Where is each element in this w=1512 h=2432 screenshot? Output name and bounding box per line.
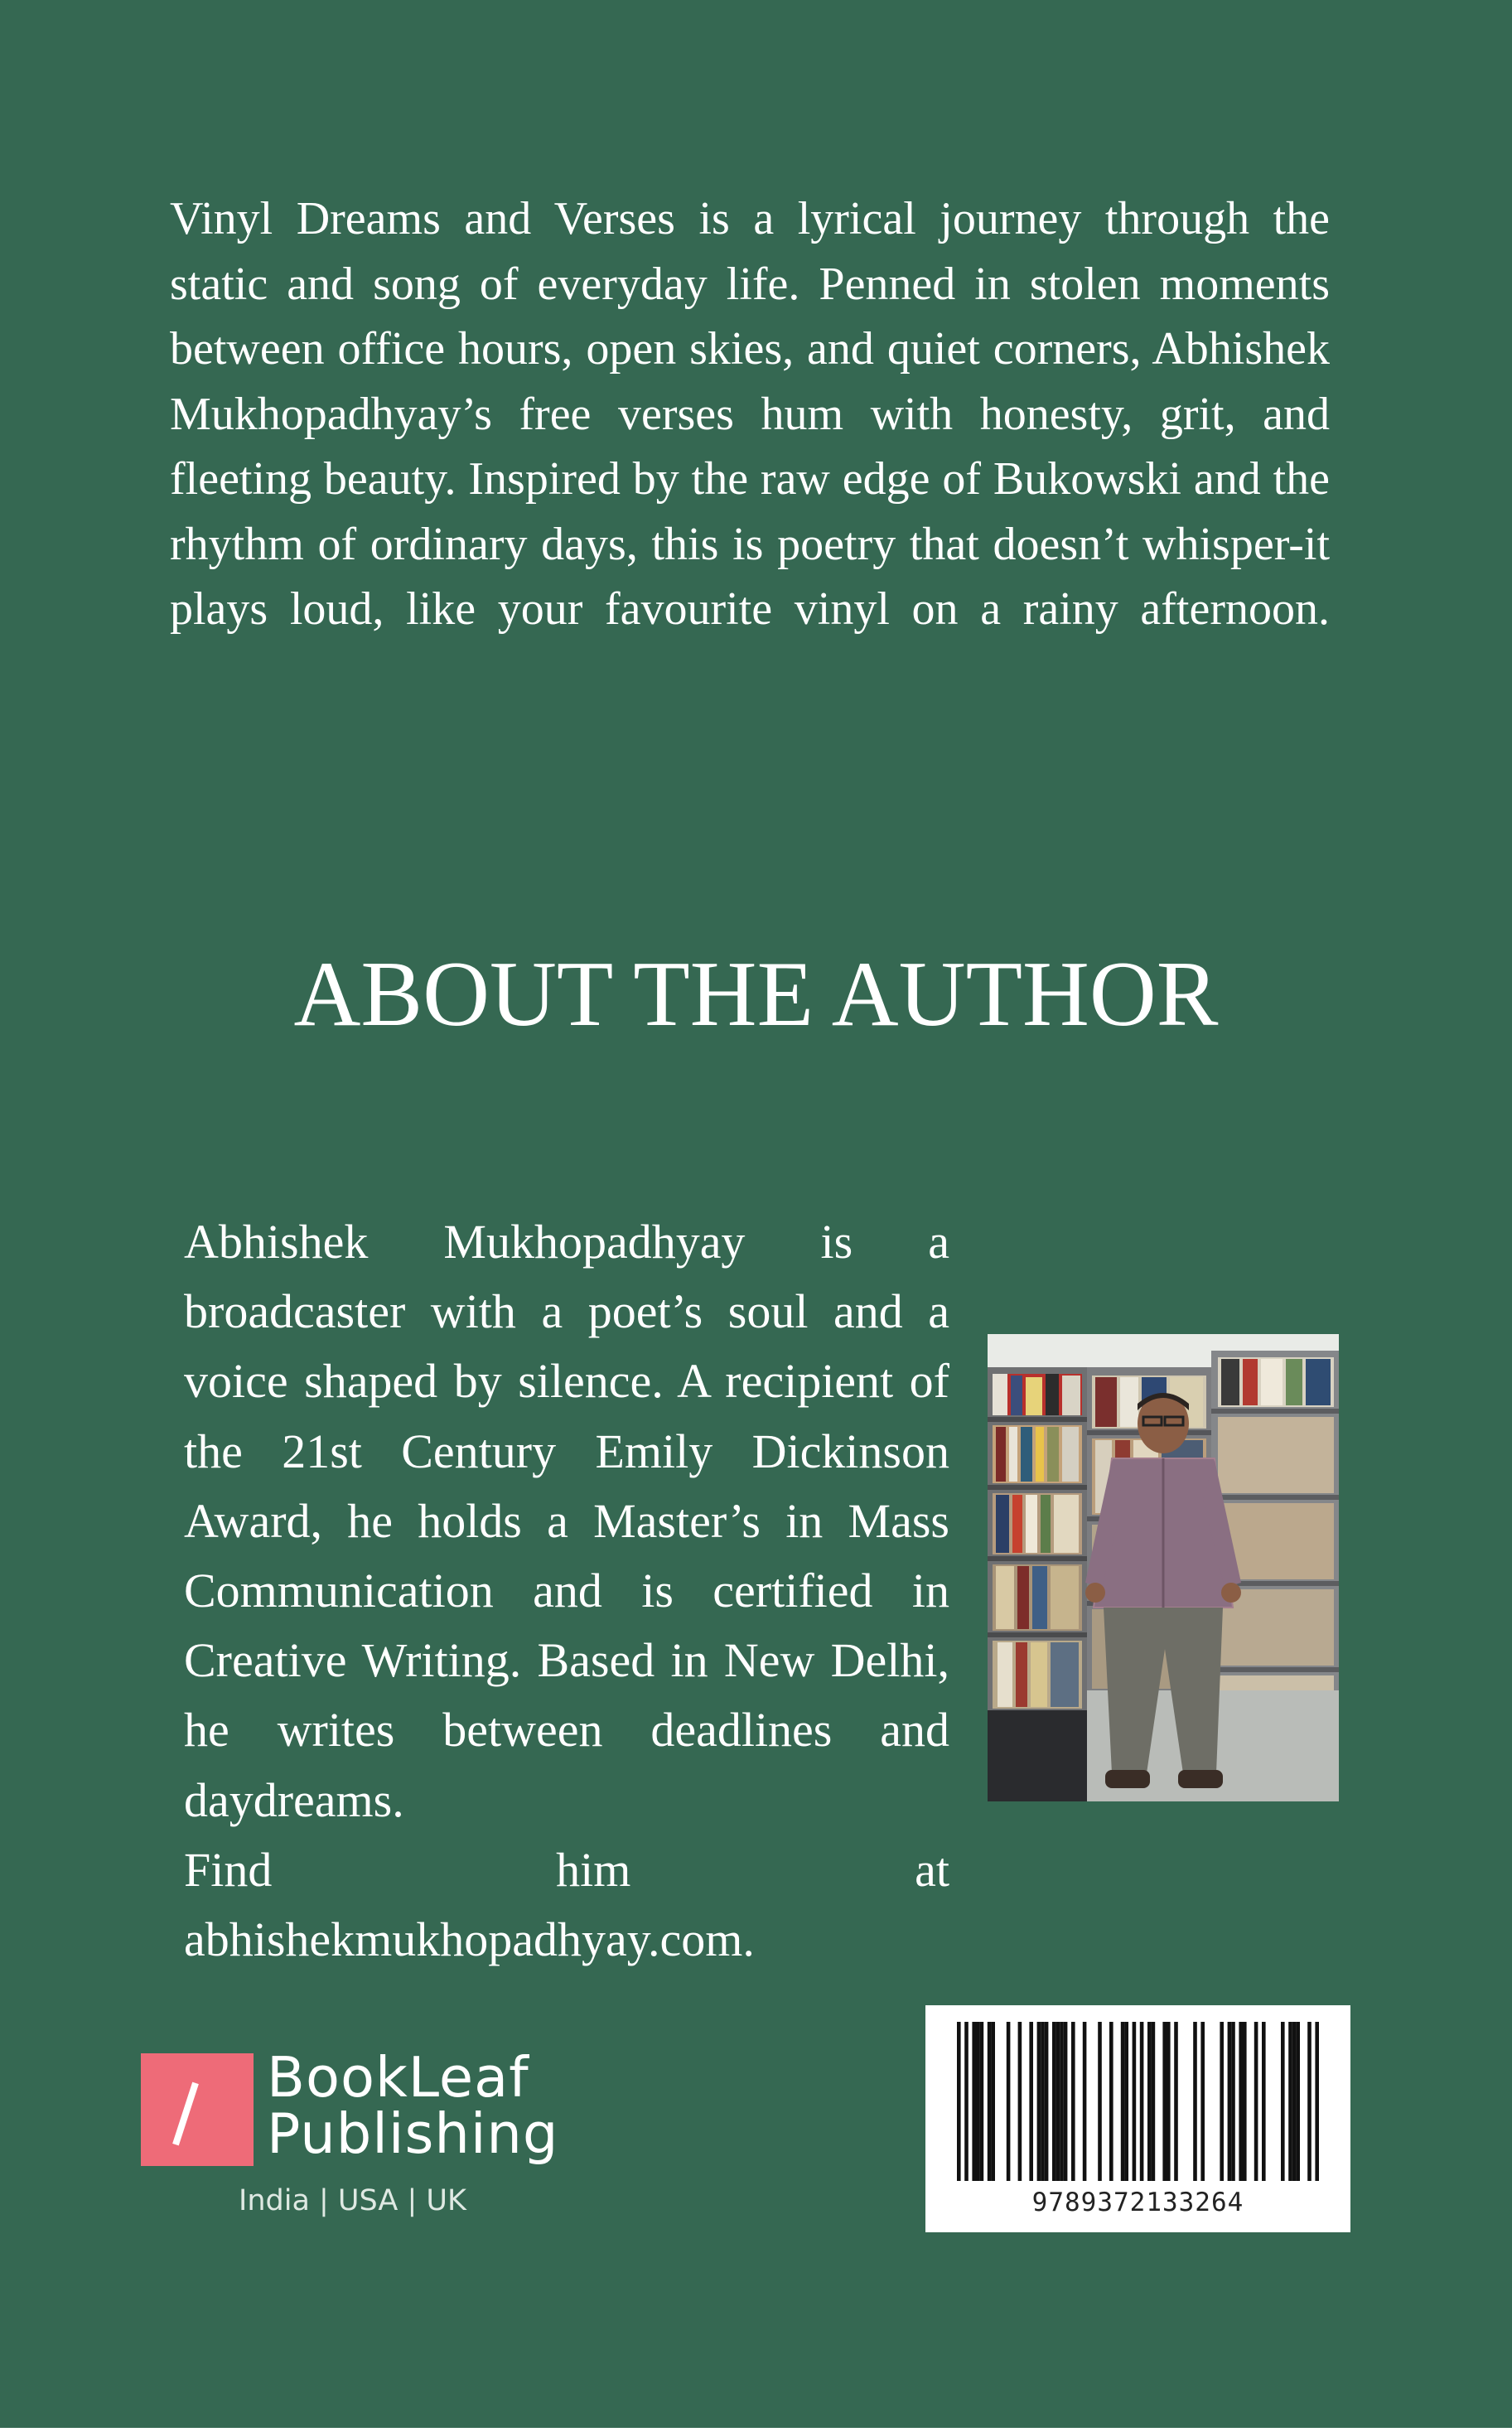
barcode-bar xyxy=(1064,2022,1068,2181)
barcode-bar xyxy=(1083,2022,1087,2181)
barcode-bar xyxy=(1152,2022,1156,2181)
barcode-bar xyxy=(1220,2022,1224,2181)
publisher-logo xyxy=(141,2045,572,2236)
isbn-number: 9789372133264 xyxy=(1031,2188,1244,2217)
barcode-bar xyxy=(1315,2022,1319,2181)
barcode-bar xyxy=(1239,2022,1243,2181)
barcode-bar xyxy=(1056,2022,1060,2181)
author-website: abhishekmukhopadhyay.com. xyxy=(184,1912,755,1967)
barcode-bar xyxy=(1231,2022,1235,2181)
barcode-bar xyxy=(1133,2022,1137,2181)
barcode-bar xyxy=(1262,2022,1266,2181)
barcode-bar xyxy=(1243,2022,1247,2181)
author-bio-find: Find him at xyxy=(184,1842,949,1897)
barcode-bar xyxy=(1288,2022,1292,2181)
barcode-bar xyxy=(1060,2022,1064,2181)
barcode-bar xyxy=(1041,2022,1045,2181)
barcode-bar xyxy=(976,2022,980,2181)
barcode-bar xyxy=(1228,2022,1232,2181)
barcode-bar xyxy=(1162,2022,1167,2181)
author-bio xyxy=(184,1207,949,1975)
barcode-bar xyxy=(1147,2022,1152,2181)
barcode-bar xyxy=(1296,2022,1300,2181)
barcode-bar xyxy=(1124,2022,1128,2181)
barcode-bar xyxy=(1292,2022,1297,2181)
barcode-bar xyxy=(1029,2022,1033,2181)
publisher-locations: India | USA | UK xyxy=(239,2184,466,2217)
publisher-logo-mark xyxy=(141,2053,254,2166)
barcode-bar xyxy=(1121,2022,1125,2181)
author-bio-main: Abhishek Mukhopadhyay is a broadcaster with a poet’s soul and a voice shaped by silence. A recipient of the 21st Century Emily Dickinson Award, he holds a Master’s in Mass Communication and is certified in Creative Writing. Based in New Delhi, he writes between deadlines and daydreams. xyxy=(184,1215,949,1827)
barcode-bar xyxy=(1109,2022,1113,2181)
author-photo-illustration xyxy=(988,1334,1339,1801)
barcode-bar xyxy=(988,2022,992,2181)
barcode-bar xyxy=(1193,2022,1197,2181)
barcode-bar xyxy=(1307,2022,1312,2181)
barcode-bar xyxy=(1254,2022,1258,2181)
book-blurb: Vinyl Dreams and Verses is a lyrical journey through the static and song of everyday life. Penned in stolen moments between office hours, open skies, and quiet corners, Abhishek Mukhopadhyay’s free verses hum with honesty, grit, and fleeting beauty. Inspired by the raw edge of Bukowski and the rhythm of ordinary days, this is poetry that doesn’t whisper-it plays loud, like your favourite vinyl on a rainy afternoon. xyxy=(170,193,1330,635)
publisher-name-line1: BookLeaf xyxy=(267,2045,529,2110)
isbn-barcode xyxy=(925,2005,1350,2232)
barcode-bar xyxy=(1045,2022,1049,2181)
barcode-bar xyxy=(1007,2022,1011,2181)
about-author-heading: ABOUT THE AUTHOR xyxy=(293,943,1219,1046)
barcode-bar xyxy=(972,2022,976,2181)
barcode-bar xyxy=(1071,2022,1075,2181)
barcode-bar xyxy=(1200,2022,1205,2181)
slash-icon xyxy=(172,2082,199,2146)
barcode-bar xyxy=(1167,2022,1171,2181)
barcode-bar xyxy=(1018,2022,1022,2181)
barcode-bar xyxy=(1281,2022,1285,2181)
barcode-bar xyxy=(1052,2022,1056,2181)
barcode-bar xyxy=(991,2022,995,2181)
barcode-bar xyxy=(964,2022,969,2181)
barcode-bar xyxy=(957,2022,961,2181)
barcode-bar xyxy=(1174,2022,1178,2181)
barcode-bar xyxy=(980,2022,984,2181)
barcode-bar xyxy=(1140,2022,1144,2181)
author-photo xyxy=(988,1334,1339,1801)
publisher-name-line2: Publishing xyxy=(267,2101,559,2166)
barcode-bar xyxy=(1098,2022,1102,2181)
barcode-bar xyxy=(1037,2022,1041,2181)
